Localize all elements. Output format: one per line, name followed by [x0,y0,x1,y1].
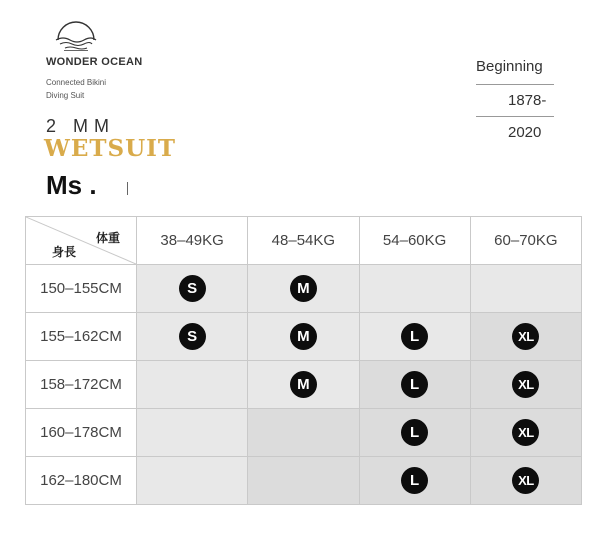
height-row-header: 162–180CM [26,457,137,505]
section-label: Ms . [46,170,97,200]
size-badge: XL [512,323,539,350]
size-cell [470,265,581,313]
product-title: WETSUIT [44,135,177,162]
table-row [26,265,582,313]
size-cell [470,409,581,457]
size-cell [137,409,248,457]
size-badge: L [401,371,428,398]
section-divider [127,182,128,195]
size-badge: M [290,371,317,398]
size-cell [137,457,248,505]
size-badge: L [401,467,428,494]
weight-column-header: 38–49KG [137,217,248,265]
size-cell [359,409,470,457]
height-row-header: 160–178CM [26,409,137,457]
size-cell [137,313,248,361]
size-chart-table [25,216,582,505]
size-badge: S [179,275,206,302]
timeline-divider-top [476,84,554,85]
size-cell [470,457,581,505]
size-cell [248,457,359,505]
height-row-header: 155–162CM [26,313,137,361]
size-cell [359,265,470,313]
size-badge: S [179,323,206,350]
timeline-divider-bottom [476,116,554,117]
timeline-start: 1878- [508,92,547,109]
size-cell [359,313,470,361]
weight-column-header: 54–60KG [359,217,470,265]
size-cell [137,361,248,409]
size-cell [470,361,581,409]
size-cell [359,457,470,505]
table-row [26,409,582,457]
size-cell [137,265,248,313]
size-cell [248,361,359,409]
size-badge: M [290,323,317,350]
table-row [26,361,582,409]
brand-subtitle-line1: Connected Bikini [46,78,107,87]
size-cell [248,313,359,361]
size-cell [248,409,359,457]
size-badge: L [401,419,428,446]
thickness-label: 2 MM [46,116,115,136]
size-chart-corner [26,217,137,265]
height-row-header: 150–155CM [26,265,137,313]
table-row [26,457,582,505]
brand-name: WONDER OCEAN [46,56,143,68]
weight-column-header: 60–70KG [470,217,581,265]
size-cell [248,265,359,313]
brand-subtitle-line2: Diving Suit [46,91,85,100]
wonder-ocean-logo-icon [50,10,102,56]
size-cell [470,313,581,361]
size-badge: M [290,275,317,302]
size-chart-header-row [26,217,582,265]
size-badge: L [401,323,428,350]
size-cell [359,361,470,409]
table-row [26,313,582,361]
timeline-label: Beginning [476,58,543,75]
timeline-end: 2020 [508,124,542,141]
weight-axis-label: 体重 [95,231,120,245]
size-badge: XL [512,371,539,398]
weight-column-header: 48–54KG [248,217,359,265]
height-axis-label: 身長 [52,245,77,259]
size-badge: XL [512,467,539,494]
height-row-header: 158–172CM [26,361,137,409]
size-badge: XL [512,419,539,446]
